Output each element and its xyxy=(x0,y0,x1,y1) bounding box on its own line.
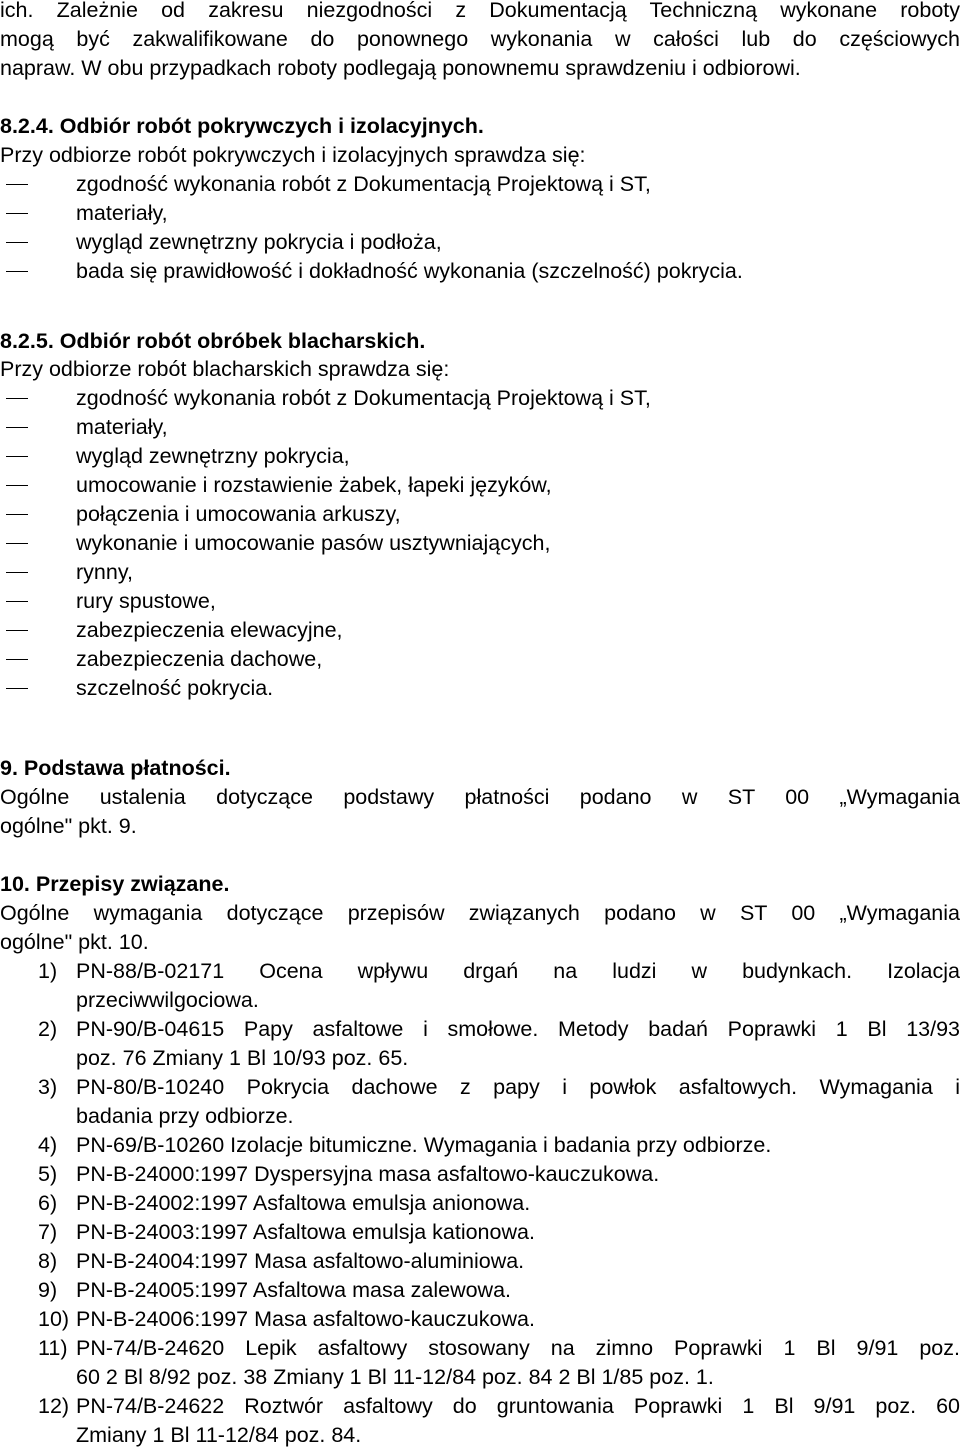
reference-body xyxy=(76,1189,960,1218)
list-item-text: rury spustowe, xyxy=(76,589,216,613)
list-item-text: rynny, xyxy=(76,560,133,584)
section-heading-10: 10. Przepisy związane. xyxy=(0,872,230,896)
list-item-text: połączenia i umocowania arkuszy, xyxy=(76,502,401,526)
reference-text-line-1: PN-74/B-24622 Roztwór asfaltowy do gruntowania Poprawki 1 Bl 9/91 poz. 60 xyxy=(76,1394,960,1418)
section-10-line-2: ogólne" pkt. 10. xyxy=(0,930,149,954)
dash-bullet xyxy=(6,572,28,573)
section-heading-8-2-5: 8.2.5. Odbiór robót obróbek blacharskich. xyxy=(0,329,426,353)
reference-text-line-1: PN-B-24004:1997 Masa asfaltowo-aluminiowa. xyxy=(76,1249,525,1273)
list-item-text: zgodność wykonania robót z Dokumentacją Projektową i ST, xyxy=(76,172,651,196)
reference-text-line-2: badania przy odbiorze. xyxy=(76,1104,294,1128)
reference-number: 5) xyxy=(38,1162,58,1186)
dash-bullet xyxy=(6,659,28,660)
reference-text-line-1: PN-B-24002:1997 Asfaltowa emulsja anionowa. xyxy=(76,1191,531,1215)
reference-body xyxy=(76,1160,960,1189)
reference-body xyxy=(76,1131,960,1160)
reference-number: 9) xyxy=(38,1278,58,1302)
reference-body xyxy=(76,1334,960,1392)
reference-text-line-1: PN-B-24003:1997 Asfaltowa emulsja kationowa. xyxy=(76,1220,535,1244)
reference-text-line-1: PN-90/B-04615 Papy asfaltowe i smołowe. Metody badań Poprawki 1 Bl 13/93 xyxy=(76,1017,960,1041)
intro-line-3: napraw. W obu przypadkach roboty podlegają ponownemu sprawdzeniu i odbiorowi. xyxy=(0,56,801,80)
reference-text-line-1: PN-74/B-24620 Lepik asfaltowy stosowany na zimno Poprawki 1 Bl 9/91 poz. xyxy=(76,1336,960,1360)
dash-bullet xyxy=(6,514,28,515)
list-item-text: materiały, xyxy=(76,201,168,225)
reference-text-line-2: 60 2 Bl 8/92 poz. 38 Zmiany 1 Bl 11-12/84 poz. 84 2 Bl 1/85 poz. 1. xyxy=(76,1365,714,1389)
list-item-text: szczelność pokrycia. xyxy=(76,676,274,700)
reference-number: 12) xyxy=(38,1394,70,1418)
list-item-text: wygląd zewnętrzny pokrycia i podłoża, xyxy=(76,230,442,254)
reference-text-line-2: poz. 76 Zmiany 1 Bl 10/93 poz. 65. xyxy=(76,1046,409,1070)
reference-body xyxy=(76,1392,960,1450)
reference-body xyxy=(76,1305,960,1334)
reference-body xyxy=(76,1276,960,1305)
reference-body xyxy=(76,957,960,1015)
list-item-text: zgodność wykonania robót z Dokumentacją Projektową i ST, xyxy=(76,386,651,410)
section-lead-8-2-5: Przy odbiorze robót blacharskich sprawdza się: xyxy=(0,357,450,381)
dash-bullet xyxy=(6,427,28,428)
reference-text-line-2: Zmiany 1 Bl 11-12/84 poz. 84. xyxy=(76,1423,362,1447)
reference-body xyxy=(76,1247,960,1276)
dash-bullet xyxy=(6,242,28,243)
dash-bullet xyxy=(6,456,28,457)
dash-bullet xyxy=(6,688,28,689)
reference-text-line-1: PN-B-24000:1997 Dyspersyjna masa asfaltowo-kauczukowa. xyxy=(76,1162,660,1186)
reference-number: 6) xyxy=(38,1191,58,1215)
dash-bullet xyxy=(6,398,28,399)
section-9-line-2: ogólne" pkt. 9. xyxy=(0,814,137,838)
reference-body xyxy=(76,1015,960,1073)
reference-number: 2) xyxy=(38,1017,58,1041)
reference-text-line-1: PN-B-24005:1997 Asfaltowa masa zalewowa. xyxy=(76,1278,512,1302)
reference-text-line-1: PN-80/B-10240 Pokrycia dachowe z papy i powłok asfaltowych. Wymagania i xyxy=(76,1075,960,1099)
reference-number: 3) xyxy=(38,1075,58,1099)
list-item-text: umocowanie i rozstawienie żabek, łapeki języków, xyxy=(76,473,552,497)
list-item-text: wygląd zewnętrzny pokrycia, xyxy=(76,444,350,468)
reference-number: 11) xyxy=(38,1336,68,1360)
intro-line-1: ich. Zależnie od zakresu niezgodności z Dokumentacją Techniczną wykonane roboty xyxy=(0,0,960,22)
intro-line-2: mogą być zakwalifikowane do ponownego wykonania w całości lub do częściowych xyxy=(0,27,960,51)
section-lead-8-2-4: Przy odbiorze robót pokrywczych i izolacyjnych sprawdza się: xyxy=(0,143,586,167)
dash-bullet xyxy=(6,271,28,272)
dash-bullet xyxy=(6,630,28,631)
dash-bullet xyxy=(6,184,28,185)
reference-number: 10) xyxy=(38,1307,70,1331)
reference-text-line-1: PN-B-24006:1997 Masa asfaltowo-kauczukowa. xyxy=(76,1307,535,1331)
dash-bullet xyxy=(6,543,28,544)
section-heading-8-2-4: 8.2.4. Odbiór robót pokrywczych i izolacyjnych. xyxy=(0,114,484,138)
section-9-line-1: Ogólne ustalenia dotyczące podstawy płatności podano w ST 00 „Wymagania xyxy=(0,785,960,809)
reference-text-line-1: PN-69/B-10260 Izolacje bitumiczne. Wymagania i badania przy odbiorze. xyxy=(76,1133,772,1157)
list-item-text: materiały, xyxy=(76,415,168,439)
list-item-text: bada się prawidłowość i dokładność wykonania (szczelność) pokrycia. xyxy=(76,259,743,283)
reference-number: 8) xyxy=(38,1249,58,1273)
reference-number: 1) xyxy=(38,959,58,983)
reference-body xyxy=(76,1073,960,1131)
list-item-text: zabezpieczenia dachowe, xyxy=(76,647,323,671)
section-10-line-1: Ogólne wymagania dotyczące przepisów związanych podano w ST 00 „Wymagania xyxy=(0,901,960,925)
reference-number: 7) xyxy=(38,1220,58,1244)
dash-bullet xyxy=(6,485,28,486)
reference-text-line-2: przeciwwilgociowa. xyxy=(76,988,259,1012)
list-item-text: wykonanie i umocowanie pasów usztywniających, xyxy=(76,531,551,555)
reference-number: 4) xyxy=(38,1133,58,1157)
reference-body xyxy=(76,1218,960,1247)
reference-text-line-1: PN-88/B-02171 Ocena wpływu drgań na ludzi w budynkach. Izolacja xyxy=(76,959,960,983)
dash-bullet xyxy=(6,601,28,602)
dash-bullet xyxy=(6,213,28,214)
section-heading-9: 9. Podstawa płatności. xyxy=(0,756,231,780)
list-item-text: zabezpieczenia elewacyjne, xyxy=(76,618,343,642)
